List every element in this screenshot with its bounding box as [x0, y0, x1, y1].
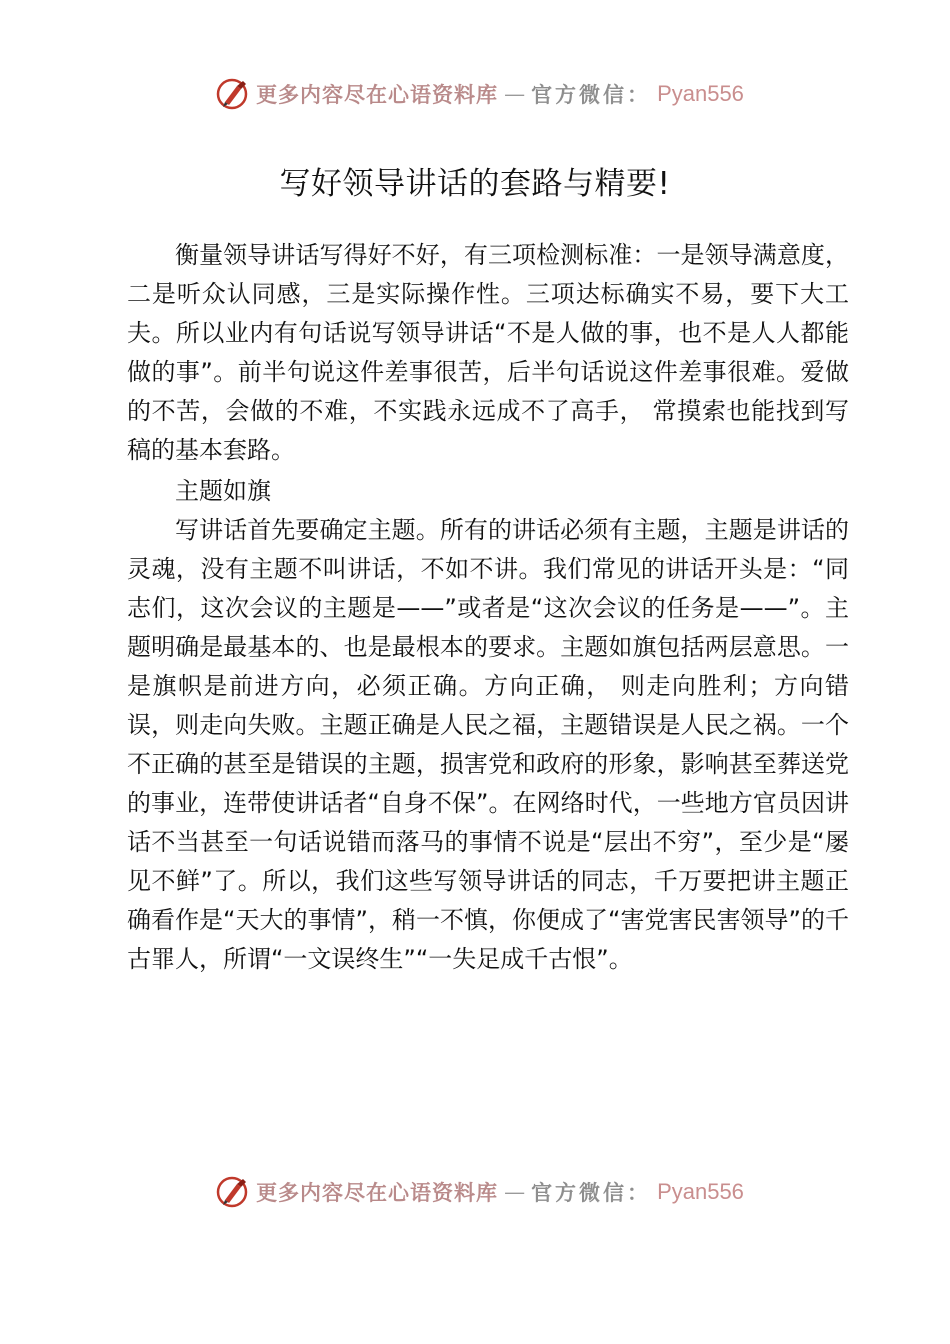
section-paragraph: 写讲话首先要确定主题。所有的讲话必须有主题，主题是讲话的灵魂，没有主题不叫讲话，不如不讲。我们常见的讲话开头是：“同志们，这次会议的主题是——”或者是“这次会议的任务是——”。主题明确是最基本的、也是最根本的要求。主题如旗包括两层意思。一是旗帜是前进方向，必须正确。方向正确， 则走向胜利；方向错误，则走向失败。主题正确是人民之福，主题错误是人民之祸。一个不正确的甚至是错误的主题，损害党和政府的形象，影响甚至葬送党的事业，连带使讲话者“自身不保”。在网络时代，一些地方官员因讲话不当甚至一句话说错而落马的事情不说是“层出不穷”，至少是“屡见不鲜”了。所以，我们这些写领导讲话的同志，千万要把讲主题正确看作是“天大的事情”，稍一不慎，你便成了“害党害民害领导”的千古罪人，所谓“一文误终生”“一失足成千古恨”。 — [127, 516, 849, 973]
banner-dash: — — [504, 1180, 526, 1204]
section-heading: 主题如旗 — [175, 477, 271, 505]
footer-banner — [0, 1170, 950, 1214]
intro-paragraph: 衡量领导讲话写得好不好，有三项检测标准：一是领导满意度，二是听众认同感，三是实际操作性。三项达标确实不易，要下大工夫。所以业内有句话说写领导讲话“不是人做的事，也不是人人都能做的事”。前半句说这件差事很苦，后半句话说这件差事很难。爱做的不苦，会做的不难，不实践永远成不了高手， 常摸索也能找到写稿的基本套路。 — [127, 241, 849, 464]
banner-wechat-id: Pyan556 — [657, 1179, 744, 1204]
banner-dash: — — [504, 82, 526, 106]
pen-logo-icon — [216, 77, 250, 111]
document-body — [127, 236, 849, 979]
banner-slogan: 更多内容尽在心语资料库 — [256, 82, 499, 107]
banner-wechat-label: 官方微信： — [531, 82, 652, 107]
banner-wechat-id: Pyan556 — [657, 81, 744, 106]
header-banner — [0, 72, 950, 116]
banner-slogan: 更多内容尽在心语资料库 — [256, 1180, 499, 1205]
banner-wechat-label: 官方微信： — [531, 1180, 652, 1205]
pen-logo-icon — [216, 1175, 250, 1209]
document-title: 写好领导讲话的套路与精要! — [279, 166, 671, 202]
